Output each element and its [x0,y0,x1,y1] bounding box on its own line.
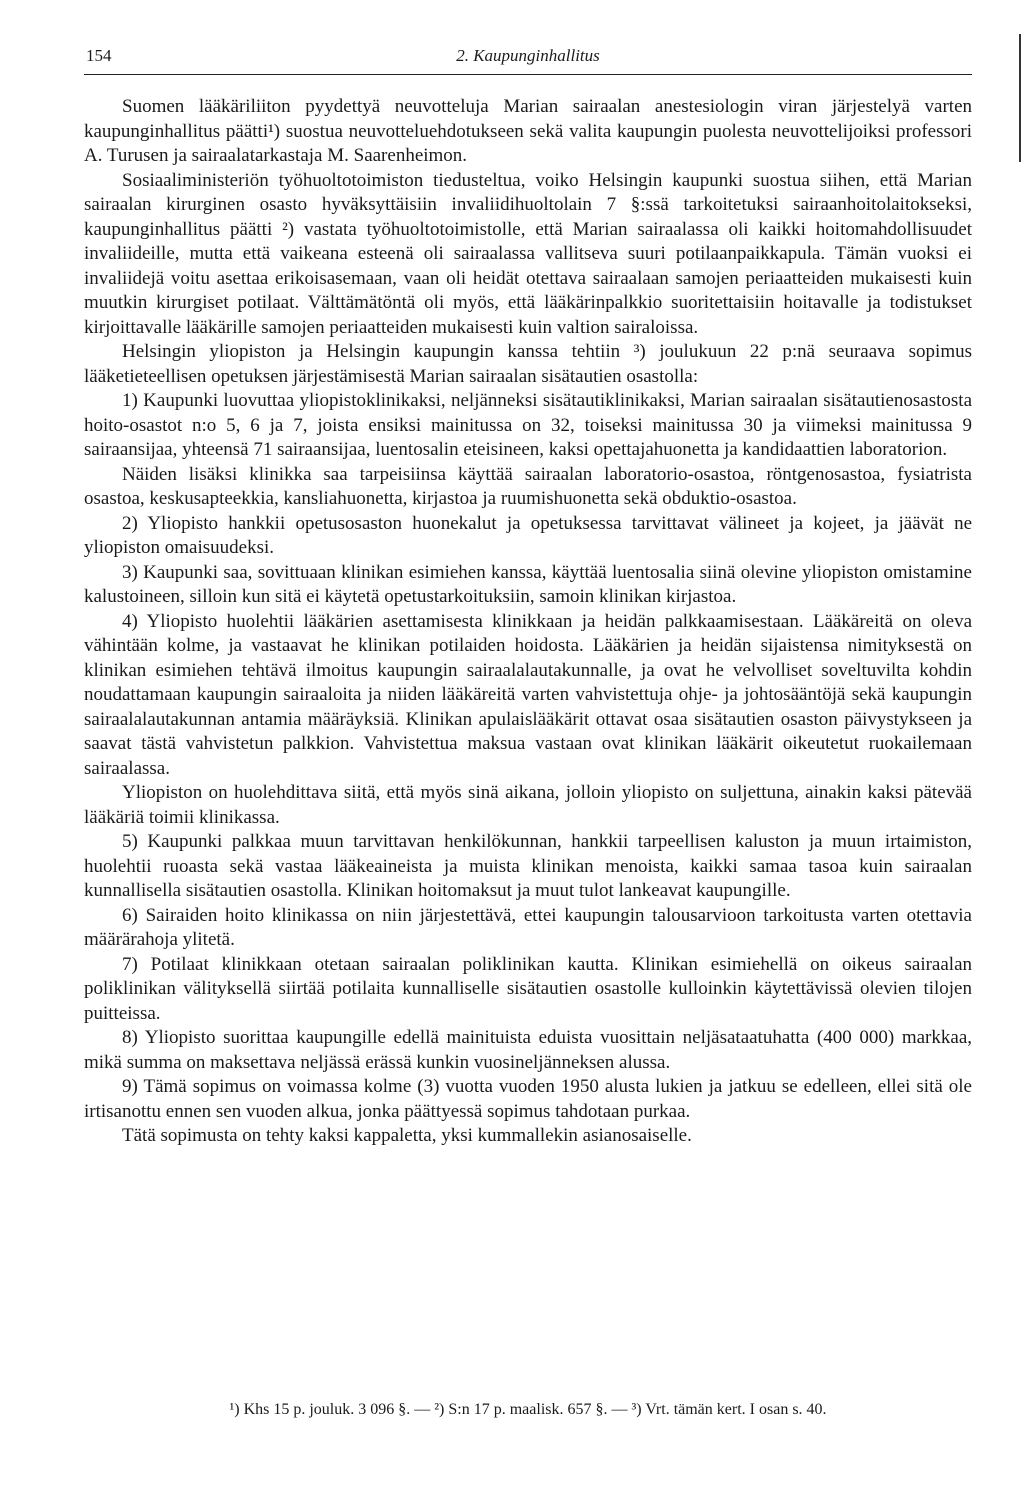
footnotes: ¹) Khs 15 p. jouluk. 3 096 §. — ²) S:n 17 p. maalisk. 657 §. — ³) Vrt. tämän kert. I osan s. 40. [229,1401,827,1418]
paragraph-clause-6: 6) Sairaiden hoito klinikassa on niin järjestettävä, ettei kaupungin talousarvioon tarkoitusta varten otettavia määrärahoja ylitetä. [84,904,972,950]
paragraph-clause-4: 4) Yliopisto huolehtii lääkärien asettamisesta klinikkaan ja heidän palkkaamisestaan. Lääkäreitä on oleva vähintään kolme, ja vastaavat he klinikan potilaiden hoidosta. Lääkärien ja heidän sijaistensa nimityksestä on klinikan esimiehen tehtävä ilmoitus kaupungin sairaalalautakunnalle, ja ovat he velvolliset soveltuvilta kohdin noudattamaan kaupungin sairaaloita ja niiden lääkäreitä varten vahvistettuja ohje- ja johtosääntöjä sekä kaupungin sairaalalautakunnan antamia määräyksiä. Klinikan apulaislääkärit ottavat osaa sisätautien osaston päivystykseen ja saavat tästä vahvistetun palkkion. Vahvistettua maksua vastaan ovat klinikan lääkärit oikeutetut ruokailemaan sairaalassa. [84,610,972,779]
paragraph-invaliidihuolto: Sosiaaliministeriön työhuoltotoimiston tiedusteltua, voiko Helsingin kaupunki suostua siihen, että Marian sairaalan kirurginen osasto hyväksyttäisiin invaliidihuoltolain 7 §:ssä tarkoitetuksi sairaanhoitolaitokseksi, kaupunginhallitus päätti ²) vastata työhuoltotoimistolle, että Marian sairaalassa oli kaikki hoitomahdollisuudet invaliideille, mutta että vaikeana esteenä oli sairaalassa vallitseva suuri potilaanpaikkapula. Tämän vuoksi ei invaliidejä voitu asettaa erikoisasemaan, vaan oli heidät otettava sairaalaan samojen periaatteiden mukaisesti kuin muutkin kirurgiset potilaat. Välttämätöntä oli myös, että lääkärinpalkkio suoritettaisiin hoitavalle ja todistukset kirjoittavalle lääkärille samojen periaatteiden mukaisesti kuin valtion sairaloissa. [84,169,972,338]
page-number: 154 [86,46,112,65]
paragraph-clause-8: 8) Yliopisto suorittaa kaupungille edellä mainituista eduista vuosittain neljäsataatuhatta (400 000) markkaa, mikä summa on maksettava neljässä erässä kunkin vuosineljänneksen alussa. [84,1027,972,1073]
paragraph-clause-3: 3) Kaupunki saa, sovittuaan klinikan esimiehen kanssa, käyttää luentosalia siinä olevine yliopiston omistamine kalustoineen, silloin kun sitä ei käytetä opetustarkoituksiin, samoin klinikan kirjastoa. [84,561,972,607]
paragraph-clause-5: 5) Kaupunki palkkaa muun tarvittavan henkilökunnan, hankkii tarpeellisen kaluston ja muun irtaimiston, huolehtii ruoasta sekä vastaa lääkeaineista ja muista klinikan menoista, kaikki samaa tasoa kuin sairaalan kunnallisella sisätautien osastolla. Klinikan hoitomaksut ja muut tulot lankeavat kaupungille. [84,831,972,901]
margin-rule [1019,34,1021,162]
paragraph-clause-7: 7) Potilaat klinikkaan otetaan sairaalan poliklinikan kautta. Klinikan esimiehellä on oikeus sairaalan poliklinikan välityksellä siirtää potilaita kunnalliselle sisätautien osastolle kulloinkin käytettävissä olevien tilojen puitteissa. [84,953,972,1024]
page-header [84,44,972,75]
document-page [84,0,972,1502]
paragraph-clause-4-cont: Yliopiston on huolehdittava siitä, että myös sinä aikana, jolloin yliopisto on suljettuna, ainakin kaksi pätevää lääkäriä toimii klinikassa. [84,782,972,828]
paragraph-sopimus-intro: Helsingin yliopiston ja Helsingin kaupungin kanssa tehtiin ³) joulukuun 22 p:nä seuraava sopimus lääketieteellisen opetuksen järjestämisestä Marian sairaalan sisätautien osastolla: [84,341,972,387]
paragraph-clause-1: 1) Kaupunki luovuttaa yliopistoklinikaksi, neljänneksi sisätautiklinikaksi, Marian sairaalan sisätautienosastosta hoito-osastot n:o 5, 6 ja 7, joista ensiksi mainitussa on 32, toiseksi mainitussa 30 ja viimeksi mainitussa 9 sairaansijaa, yhteensä 71 sairaansijaa, luentosalin eteisineen, kaksi opettajahuonetta ja kandidaattien laboratorion. [84,390,972,460]
paragraph-clause-1-cont: Näiden lisäksi klinikka saa tarpeisiinsa käyttää sairaalan laboratorio-osastoa, röntgenosastoa, fysiatrista osastoa, keskusapteekkia, kansliahuonetta, kirjastoa ja ruumishuonetta sekä obduktio-osastoa. [84,463,972,509]
body-text [84,95,972,1149]
paragraph-closing: Tätä sopimusta on tehty kaksi kappaletta, yksi kummallekin asianosaiselle. [122,1125,692,1146]
paragraph-clause-2: 2) Yliopisto hankkii opetusosaston huonekalut ja opetuksessa tarvittavat välineet ja kojeet, ja jäävät ne yliopiston omaisuudeksi. [84,512,972,558]
running-title: 2. Kaupunginhallitus [456,46,600,65]
paragraph-clause-9: 9) Tämä sopimus on voimassa kolme (3) vuotta vuoden 1950 alusta lukien ja jatkuu se edelleen, ellei sitä ole irtisanottu ennen sen vuoden alkua, jonka päättyessä sopimus tahdotaan purkaa. [84,1076,972,1122]
paragraph-anestesiologi: Suomen lääkäriliiton pyydettyä neuvotteluja Marian sairaalan anestesiologin viran järjestelyä varten kaupunginhallitus päätti¹) suostua neuvotteluehdotukseen sekä valita kaupungin puolesta neuvottelijoiksi professori A. Turusen ja sairaalatarkastaja M. Saarenheimon. [84,96,972,166]
